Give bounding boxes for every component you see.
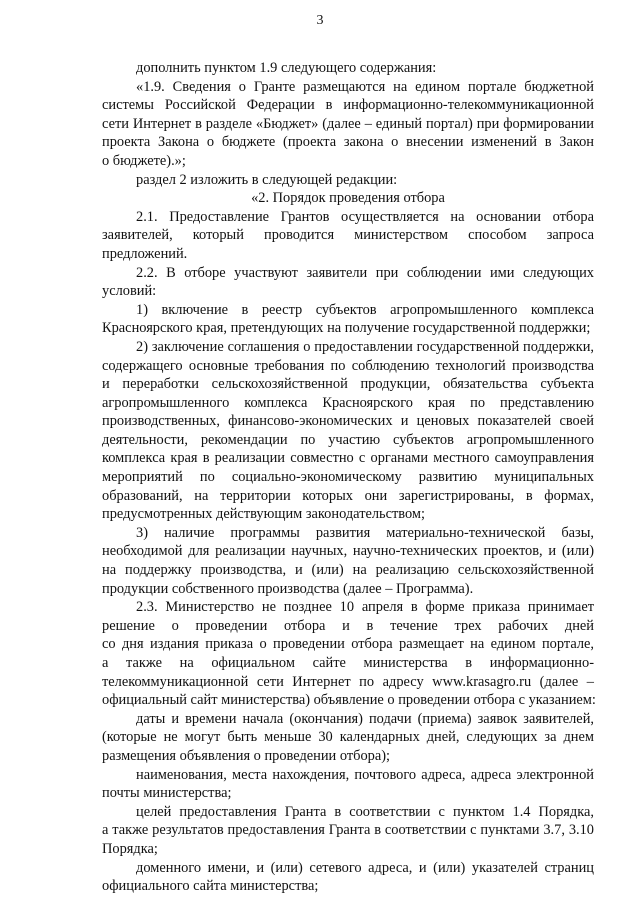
text-line: заявителей, который проводится министерством способом запроса [102,227,594,244]
text-line: на поддержку производства, и (или) на реализацию сельскохозяйственной [102,562,594,579]
text-line: а также на официальном сайте министерства в информационно- [102,655,594,671]
text-line: сети Интернет в разделе «Бюджет» (далее – единый портал) при формировании [102,115,594,132]
page-number: 3 [316,13,324,28]
text-line: 3) наличие программы развития материально-технической базы, [136,524,594,541]
text-line: мероприятий по социально-экономическому развитию муниципальных [102,469,594,486]
text-line: комплекса края в реализации совместно с органами местного самоуправления [102,450,594,467]
text-line: а также результатов предоставления Гранта в соответствии с пунктами 3.7, 3.10 [102,822,594,839]
text-line: наименования, места нахождения, почтового адреса, адреса электронной [136,766,594,783]
text-line: дополнить пунктом 1.9 следующего содержания: [136,60,437,76]
text-line: производственных, финансово-экономических и ценовых показателей своей [102,413,594,430]
text-line: (которые не могут быть меньше 30 календарных дней, следующих за днем [102,729,594,746]
text-line: решение о проведении отбора и в течение трех рабочих дней [102,617,594,634]
document-body [102,59,594,896]
text-line: содержащего основные требования по соблюдению технологий производства [102,357,594,374]
text-line: деятельности, рекомендации по участию субъектов агропромышленного [102,431,594,448]
text-line: образований, на территории которых они зарегистрированы, в формах, [102,487,594,504]
text-line: Порядка; [102,840,158,857]
text-line: необходимой для реализации научных, научно-технических проектов, и (или) [102,543,594,560]
text-line: и переработки сельскохозяйственной продукции, обязательства субъекта [102,376,594,393]
text-line: 2.3. Министерство не позднее 10 апреля в форме приказа принимает [136,599,594,616]
text-line: доменного имени, и (или) сетевого адреса, и (или) указателей страниц [136,859,594,876]
text-line: проекта Закона о бюджете (проекта закона о внесении изменений в Закон [102,134,594,151]
text-line: «2. Порядок проведения отбора [251,190,445,207]
text-line: 2.2. В отборе участвуют заявители при соблюдении ими следующих [136,264,594,281]
text-line: агропромышленного комплекса Красноярского края по представлению [102,394,594,411]
text-line: «1.9. Сведения о Гранте размещаются на едином портале бюджетной [136,78,594,95]
text-line: размещения объявления о проведении отбора); [102,747,391,764]
text-line: системы Российской Федерации в информационно-телекоммуникационной [102,97,594,114]
text-line: Красноярского края, претендующих на получение государственной поддержки; [102,320,591,337]
text-line: условий: [102,283,157,300]
text-line: 1) включение в реестр субъектов агропромышленного комплекса [136,301,594,318]
text-line: продукции собственного производства (далее – Программа). [102,580,474,597]
text-line: официального сайта министерства; [102,878,319,895]
text-line: предусмотренных действующим законодательством; [102,506,426,523]
text-line: целей предоставления Гранта в соответствии с пунктом 1.4 Порядка, [136,803,594,820]
text-line: 2) заключение соглашения о предоставлении государственной поддержки, [136,338,594,355]
text-line: телекоммуникационной сети Интернет по адресу www.krasagro.ru (далее – [102,673,594,690]
text-line: раздел 2 изложить в следующей редакции: [136,171,398,188]
text-line: о бюджете).»; [102,152,186,169]
text-line: почты министерства; [102,785,232,802]
text-line: даты и времени начала (окончания) подачи (приема) заявок заявителей, [136,710,594,727]
text-line: со дня издания приказа о проведении отбора размещает на едином портале, [102,636,594,653]
text-line: 2.1. Предоставление Грантов осуществляется на основании отбора [136,208,594,225]
text-line: предложений. [102,245,188,262]
text-line: официальный сайт министерства) объявление о проведении отбора с указанием: [102,692,596,709]
